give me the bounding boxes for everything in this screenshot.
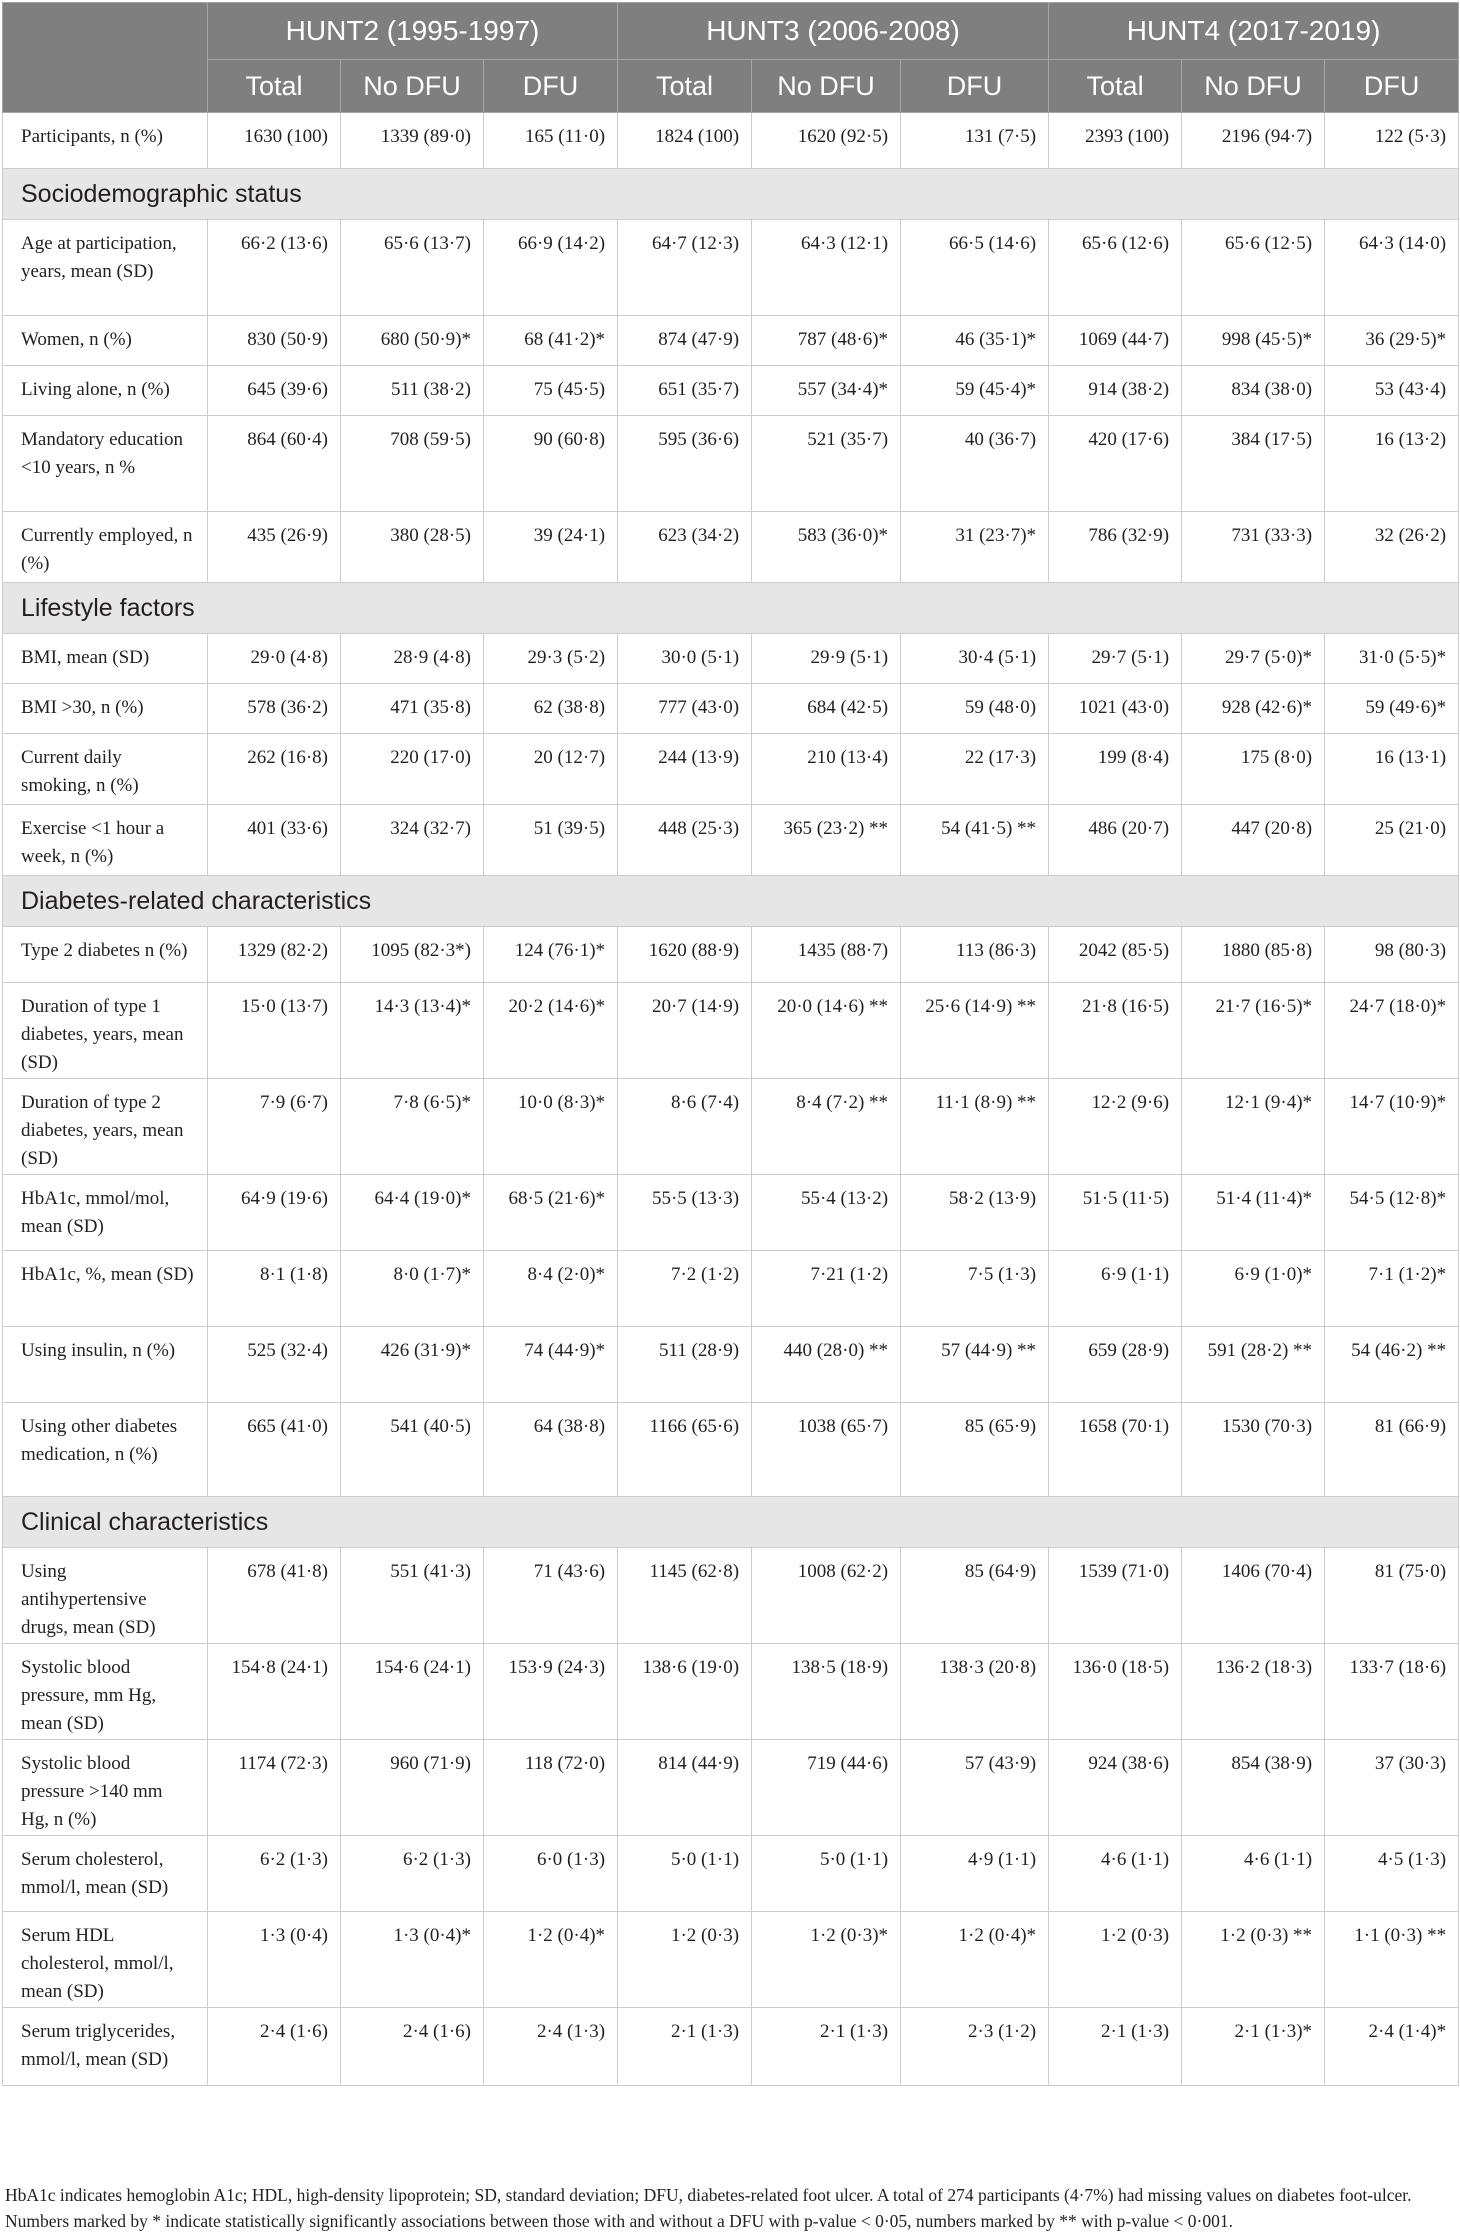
table-cell: 138·3 (20·8) [901,1644,1049,1740]
header-hunt3-dfu: DFU [901,60,1049,113]
table-cell: 59 (49·6)* [1325,684,1459,734]
table-cell: 153·9 (24·3) [484,1644,618,1740]
table-cell: 680 (50·9)* [341,316,484,366]
table-cell: 2·4 (1·4)* [1325,2008,1459,2086]
table-row [3,1251,1459,1327]
table-cell: 924 (38·6) [1049,1740,1182,1836]
row-label: Using insulin, n (%) [3,1327,208,1403]
table-cell: 8·0 (1·7)* [341,1251,484,1327]
section-title: Lifestyle factors [3,583,1459,634]
table-cell: 511 (38·2) [341,366,484,416]
table-cell: 578 (36·2) [208,684,341,734]
table-cell: 2196 (94·7) [1182,113,1325,169]
table-cell: 1·2 (0·3) [618,1912,752,2008]
table-row [3,316,1459,366]
table-cell: 6·2 (1·3) [208,1836,341,1912]
table-cell: 12·1 (9·4)* [1182,1079,1325,1175]
row-label: Systolic blood pressure >140 mm Hg, n (%) [3,1740,208,1836]
table-cell: 210 (13·4) [752,734,901,805]
table-cell: 511 (28·9) [618,1327,752,1403]
header-hunt4: HUNT4 (2017-2019) [1049,3,1459,60]
table-cell: 4·9 (1·1) [901,1836,1049,1912]
table-cell: 11·1 (8·9) ** [901,1079,1049,1175]
table-row [3,512,1459,583]
table-cell: 25·6 (14·9) ** [901,983,1049,1079]
table-cell: 40 (36·7) [901,416,1049,512]
table-cell: 471 (35·8) [341,684,484,734]
table-cell: 834 (38·0) [1182,366,1325,416]
table-cell: 133·7 (18·6) [1325,1644,1459,1740]
table-cell: 541 (40·5) [341,1403,484,1497]
table-row [3,113,1459,169]
row-label: Duration of type 1 diabetes, years, mean (SD) [3,983,208,1079]
table-row [3,1403,1459,1497]
table-row [3,684,1459,734]
table-cell: 708 (59·5) [341,416,484,512]
table-cell: 59 (48·0) [901,684,1049,734]
table-cell: 65·6 (12·5) [1182,220,1325,316]
table-cell: 20·2 (14·6)* [484,983,618,1079]
table-cell: 64·4 (19·0)* [341,1175,484,1251]
table-cell: 175 (8·0) [1182,734,1325,805]
row-label: Type 2 diabetes n (%) [3,927,208,983]
section-header-row [3,876,1459,927]
table-cell: 1658 (70·1) [1049,1403,1182,1497]
table-cell: 122 (5·3) [1325,113,1459,169]
table-cell: 64·9 (19·6) [208,1175,341,1251]
table-cell: 2·4 (1·3) [484,2008,618,2086]
table-cell: 7·5 (1·3) [901,1251,1049,1327]
row-label: Serum cholesterol, mmol/l, mean (SD) [3,1836,208,1912]
table-cell: 1·3 (0·4)* [341,1912,484,2008]
table-cell: 384 (17·5) [1182,416,1325,512]
row-label: HbA1c, mmol/mol, mean (SD) [3,1175,208,1251]
section-title: Diabetes-related characteristics [3,876,1459,927]
table-cell: 55·5 (13·3) [618,1175,752,1251]
table-cell: 7·9 (6·7) [208,1079,341,1175]
table-cell: 731 (33·3) [1182,512,1325,583]
table-cell: 2·3 (1·2) [901,2008,1049,2086]
row-label: Serum HDL cholesterol, mmol/l, mean (SD) [3,1912,208,2008]
table-row [3,1175,1459,1251]
table-cell: 54 (46·2) ** [1325,1327,1459,1403]
table-cell: 30·0 (5·1) [618,634,752,684]
table-cell: 557 (34·4)* [752,366,901,416]
table-cell: 62 (38·8) [484,684,618,734]
table-cell: 365 (23·2) ** [752,805,901,876]
table-cell: 20·0 (14·6) ** [752,983,901,1079]
table-cell: 786 (32·9) [1049,512,1182,583]
table-cell: 244 (13·9) [618,734,752,805]
table-cell: 29·7 (5·1) [1049,634,1182,684]
table-cell: 914 (38·2) [1049,366,1182,416]
table-cell: 928 (42·6)* [1182,684,1325,734]
table-cell: 1824 (100) [618,113,752,169]
table-cell: 684 (42·5) [752,684,901,734]
table-cell: 64·3 (12·1) [752,220,901,316]
section-header-row [3,1497,1459,1548]
header-row-cohorts [3,3,1459,60]
table-cell: 4·5 (1·3) [1325,1836,1459,1912]
table-cell: 426 (31·9)* [341,1327,484,1403]
table-cell: 583 (36·0)* [752,512,901,583]
table-cell: 64 (38·8) [484,1403,618,1497]
table-row [3,1836,1459,1912]
table-cell: 7·2 (1·2) [618,1251,752,1327]
table-cell: 777 (43·0) [618,684,752,734]
table-cell: 623 (34·2) [618,512,752,583]
table-cell: 1038 (65·7) [752,1403,901,1497]
table-cell: 1021 (43·0) [1049,684,1182,734]
table-cell: 71 (43·6) [484,1548,618,1644]
table-cell: 10·0 (8·3)* [484,1079,618,1175]
table-cell: 64·7 (12·3) [618,220,752,316]
table-cell: 7·1 (1·2)* [1325,1251,1459,1327]
table-row [3,634,1459,684]
table-cell: 68·5 (21·6)* [484,1175,618,1251]
header-hunt4-dfu: DFU [1325,60,1459,113]
table-cell: 324 (32·7) [341,805,484,876]
header-hunt3-total: Total [618,60,752,113]
table-cell: 46 (35·1)* [901,316,1049,366]
section-title: Clinical characteristics [3,1497,1459,1548]
table-cell: 1095 (82·3*) [341,927,484,983]
table-cell: 998 (45·5)* [1182,316,1325,366]
table-cell: 30·4 (5·1) [901,634,1049,684]
table-cell: 25 (21·0) [1325,805,1459,876]
table-cell: 1620 (92·5) [752,113,901,169]
row-label: Exercise <1 hour a week, n (%) [3,805,208,876]
table-cell: 521 (35·7) [752,416,901,512]
table-cell: 1166 (65·6) [618,1403,752,1497]
characteristics-table [2,2,1459,2086]
table-cell: 85 (65·9) [901,1403,1049,1497]
header-hunt3: HUNT3 (2006-2008) [618,3,1049,60]
table-cell: 1·1 (0·3) ** [1325,1912,1459,2008]
table-cell: 57 (44·9) ** [901,1327,1049,1403]
table-cell: 854 (38·9) [1182,1740,1325,1836]
header-hunt2: HUNT2 (1995-1997) [208,3,618,60]
table-cell: 68 (41·2)* [484,316,618,366]
table-cell: 220 (17·0) [341,734,484,805]
row-label: Using antihypertensive drugs, mean (SD) [3,1548,208,1644]
table-cell: 440 (28·0) ** [752,1327,901,1403]
row-label: Systolic blood pressure, mm Hg, mean (SD) [3,1644,208,1740]
table-cell: 448 (25·3) [618,805,752,876]
table-cell: 874 (47·9) [618,316,752,366]
table-cell: 7·21 (1·2) [752,1251,901,1327]
row-label: Currently employed, n (%) [3,512,208,583]
table-cell: 830 (50·9) [208,316,341,366]
table-cell: 1069 (44·7) [1049,316,1182,366]
table-cell: 14·3 (13·4)* [341,983,484,1079]
table-cell: 55·4 (13·2) [752,1175,901,1251]
table-cell: 124 (76·1)* [484,927,618,983]
table-cell: 486 (20·7) [1049,805,1182,876]
table-cell: 51 (39·5) [484,805,618,876]
table-cell: 16 (13·1) [1325,734,1459,805]
table-cell: 20 (12·7) [484,734,618,805]
row-label: Using other diabetes medication, n (%) [3,1403,208,1497]
table-cell: 1174 (72·3) [208,1740,341,1836]
table-footnote: HbA1c indicates hemoglobin A1c; HDL, high-density lipoprotein; SD, standard deviation; DFU, diabetes-related foot ulcer. A total of 274 participants (4·7%) had missing values on diabetes foot-ulcer. Numbers marked by * indicate statistically significantly associations between those with and without a DFU with p-value < 0·05, numbers marked by ** with p-value < 0·001. [5,2185,1412,2231]
table-cell: 401 (33·6) [208,805,341,876]
table-cell: 154·8 (24·1) [208,1644,341,1740]
table-cell: 2393 (100) [1049,113,1182,169]
table-cell: 57 (43·9) [901,1740,1049,1836]
table-cell: 6·9 (1·0)* [1182,1251,1325,1327]
header-hunt4-total: Total [1049,60,1182,113]
table-cell: 98 (80·3) [1325,927,1459,983]
row-label: HbA1c, %, mean (SD) [3,1251,208,1327]
row-label: Current daily smoking, n (%) [3,734,208,805]
table-cell: 8·1 (1·8) [208,1251,341,1327]
table-cell: 90 (60·8) [484,416,618,512]
table-cell: 21·8 (16·5) [1049,983,1182,1079]
table-cell: 435 (26·9) [208,512,341,583]
row-label: BMI, mean (SD) [3,634,208,684]
table-cell: 2·4 (1·6) [208,2008,341,2086]
table-cell: 651 (35·7) [618,366,752,416]
table-row [3,1644,1459,1740]
table-row [3,734,1459,805]
table-cell: 154·6 (24·1) [341,1644,484,1740]
table-cell: 262 (16·8) [208,734,341,805]
table-cell: 1339 (89·0) [341,113,484,169]
row-label: Women, n (%) [3,316,208,366]
table-cell: 51·4 (11·4)* [1182,1175,1325,1251]
table-cell: 1·2 (0·4)* [484,1912,618,2008]
table-cell: 16 (13·2) [1325,416,1459,512]
table-cell: 64·3 (14·0) [1325,220,1459,316]
table-cell: 6·9 (1·1) [1049,1251,1182,1327]
table-cell: 525 (32·4) [208,1327,341,1403]
table-cell: 1·3 (0·4) [208,1912,341,2008]
table-cell: 4·6 (1·1) [1049,1836,1182,1912]
table-cell: 138·5 (18·9) [752,1644,901,1740]
table-row [3,220,1459,316]
table-cell: 4·6 (1·1) [1182,1836,1325,1912]
table-cell: 66·5 (14·6) [901,220,1049,316]
table-cell: 645 (39·6) [208,366,341,416]
table-cell: 2·1 (1·3) [752,2008,901,2086]
table-cell: 74 (44·9)* [484,1327,618,1403]
table-cell: 8·4 (7·2) ** [752,1079,901,1175]
row-label: Mandatory education <10 years, n % [3,416,208,512]
table-cell: 5·0 (1·1) [752,1836,901,1912]
table-cell: 2·1 (1·3) [618,2008,752,2086]
section-header-row [3,583,1459,634]
table-cell: 66·2 (13·6) [208,220,341,316]
table-cell: 131 (7·5) [901,113,1049,169]
table-cell: 20·7 (14·9) [618,983,752,1079]
table-cell: 2·4 (1·6) [341,2008,484,2086]
table-cell: 814 (44·9) [618,1740,752,1836]
table-cell: 6·0 (1·3) [484,1836,618,1912]
table-cell: 136·0 (18·5) [1049,1644,1182,1740]
table-cell: 24·7 (18·0)* [1325,983,1459,1079]
table-cell: 66·9 (14·2) [484,220,618,316]
row-label: Serum triglycerides, mmol/l, mean (SD) [3,2008,208,2086]
table-cell: 65·6 (12·6) [1049,220,1182,316]
table-cell: 8·6 (7·4) [618,1079,752,1175]
table-cell: 29·9 (5·1) [752,634,901,684]
table-cell: 591 (28·2) ** [1182,1327,1325,1403]
table-cell: 12·2 (9·6) [1049,1079,1182,1175]
table-cell: 420 (17·6) [1049,416,1182,512]
table-row [3,1548,1459,1644]
table-cell: 1·2 (0·3) [1049,1912,1182,2008]
table-cell: 36 (29·5)* [1325,316,1459,366]
table-cell: 59 (45·4)* [901,366,1049,416]
table-cell: 864 (60·4) [208,416,341,512]
header-hunt2-no-dfu: No DFU [341,60,484,113]
table-cell: 1406 (70·4) [1182,1548,1325,1644]
table-cell: 2042 (85·5) [1049,927,1182,983]
table-cell: 51·5 (11·5) [1049,1175,1182,1251]
table-cell: 719 (44·6) [752,1740,901,1836]
table-cell: 595 (36·6) [618,416,752,512]
table-cell: 29·3 (5·2) [484,634,618,684]
table-cell: 65·6 (13·7) [341,220,484,316]
table-cell: 7·8 (6·5)* [341,1079,484,1175]
table-row [3,416,1459,512]
table-cell: 2·1 (1·3) [1049,2008,1182,2086]
table-row [3,983,1459,1079]
section-title: Sociodemographic status [3,169,1459,220]
table-cell: 1620 (88·9) [618,927,752,983]
table-cell: 81 (66·9) [1325,1403,1459,1497]
row-label: Age at participation, years, mean (SD) [3,220,208,316]
row-label: Participants, n (%) [3,113,208,169]
table-cell: 15·0 (13·7) [208,983,341,1079]
table-cell: 81 (75·0) [1325,1548,1459,1644]
table-cell: 14·7 (10·9)* [1325,1079,1459,1175]
table-cell: 1539 (71·0) [1049,1548,1182,1644]
table-cell: 29·0 (4·8) [208,634,341,684]
table-cell: 1435 (88·7) [752,927,901,983]
table-cell: 75 (45·5) [484,366,618,416]
table-cell: 37 (30·3) [1325,1740,1459,1836]
table-cell: 960 (71·9) [341,1740,484,1836]
table-cell: 5·0 (1·1) [618,1836,752,1912]
table-row [3,366,1459,416]
row-label: Duration of type 2 diabetes, years, mean (SD) [3,1079,208,1175]
table-cell: 39 (24·1) [484,512,618,583]
table-row [3,1740,1459,1836]
table-cell: 138·6 (19·0) [618,1644,752,1740]
table-cell: 659 (28·9) [1049,1327,1182,1403]
table-cell: 85 (64·9) [901,1548,1049,1644]
table-cell: 678 (41·8) [208,1548,341,1644]
table-cell: 1145 (62·8) [618,1548,752,1644]
table-body [3,113,1459,2086]
table-cell: 28·9 (4·8) [341,634,484,684]
table-cell: 1·2 (0·3) ** [1182,1912,1325,2008]
header-row-groups [3,60,1459,113]
table-cell: 29·7 (5·0)* [1182,634,1325,684]
header-hunt2-dfu: DFU [484,60,618,113]
table-cell: 551 (41·3) [341,1548,484,1644]
table-cell: 22 (17·3) [901,734,1049,805]
table-cell: 380 (28·5) [341,512,484,583]
table-row [3,1079,1459,1175]
header-hunt4-no-dfu: No DFU [1182,60,1325,113]
table-cell: 136·2 (18·3) [1182,1644,1325,1740]
table-row [3,1912,1459,2008]
table-cell: 21·7 (16·5)* [1182,983,1325,1079]
table-cell: 1630 (100) [208,113,341,169]
table-cell: 787 (48·6)* [752,316,901,366]
header-corner [3,3,208,113]
table-cell: 1008 (62·2) [752,1548,901,1644]
table-cell: 31 (23·7)* [901,512,1049,583]
table-cell: 58·2 (13·9) [901,1175,1049,1251]
header-hunt2-total: Total [208,60,341,113]
table-cell: 447 (20·8) [1182,805,1325,876]
table-cell: 1530 (70·3) [1182,1403,1325,1497]
table-cell: 165 (11·0) [484,113,618,169]
table-cell: 53 (43·4) [1325,366,1459,416]
table-cell: 54·5 (12·8)* [1325,1175,1459,1251]
row-label: BMI >30, n (%) [3,684,208,734]
table-cell: 54 (41·5) ** [901,805,1049,876]
table-cell: 6·2 (1·3) [341,1836,484,1912]
table-cell: 31·0 (5·5)* [1325,634,1459,684]
row-label: Living alone, n (%) [3,366,208,416]
table-cell: 1880 (85·8) [1182,927,1325,983]
table-cell: 8·4 (2·0)* [484,1251,618,1327]
table-cell: 1·2 (0·3)* [752,1912,901,2008]
table-cell: 1·2 (0·4)* [901,1912,1049,2008]
table-cell: 32 (26·2) [1325,512,1459,583]
table-cell: 113 (86·3) [901,927,1049,983]
table-cell: 199 (8·4) [1049,734,1182,805]
table-row [3,805,1459,876]
table-cell: 1329 (82·2) [208,927,341,983]
table-cell: 665 (41·0) [208,1403,341,1497]
table-cell: 2·1 (1·3)* [1182,2008,1325,2086]
header-hunt3-no-dfu: No DFU [752,60,901,113]
section-header-row [3,169,1459,220]
table-row [3,1327,1459,1403]
table-cell: 118 (72·0) [484,1740,618,1836]
table-row [3,927,1459,983]
table-row [3,2008,1459,2086]
